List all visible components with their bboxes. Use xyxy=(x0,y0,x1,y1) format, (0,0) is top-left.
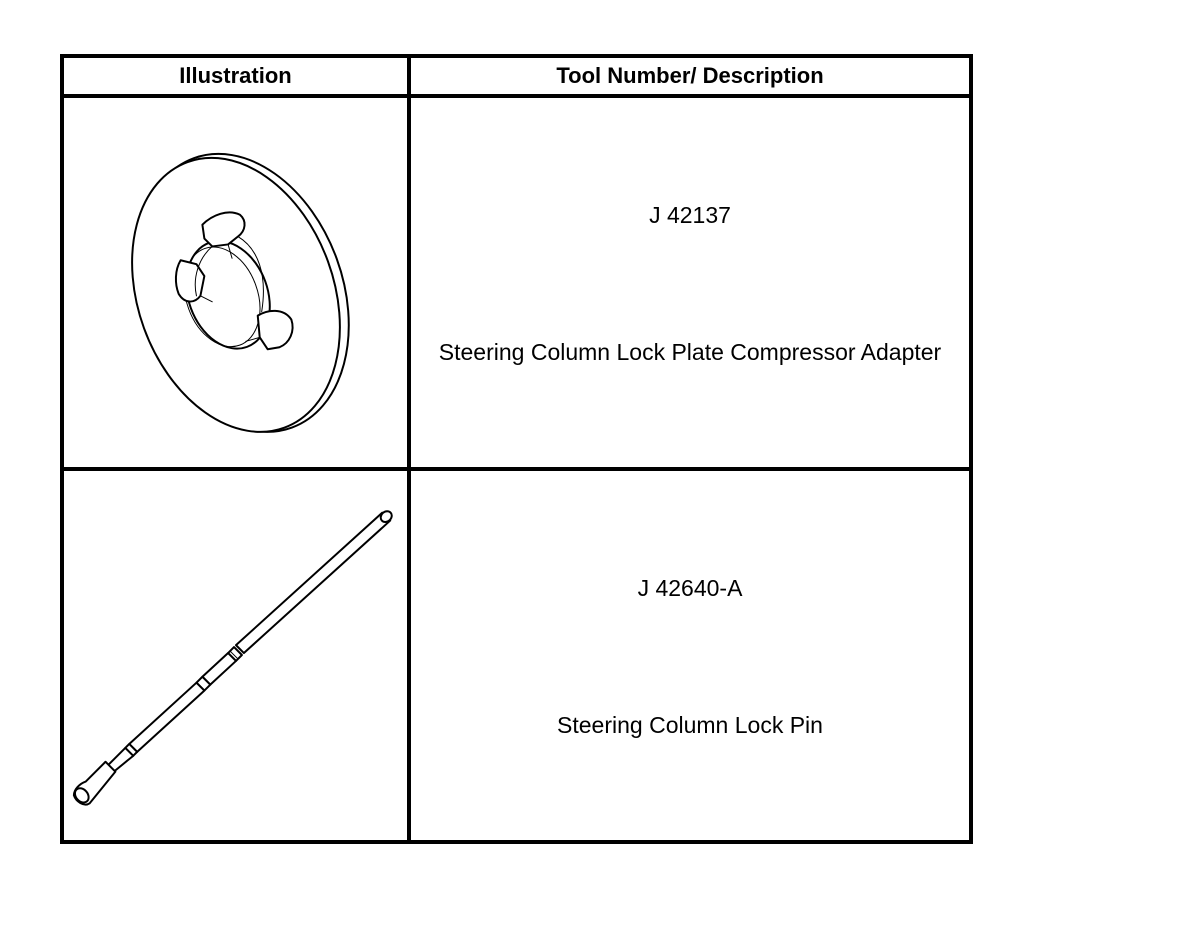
description-cell xyxy=(409,469,971,842)
description-cell xyxy=(409,96,971,469)
tool-description: Steering Column Lock Plate Compressor Adapter xyxy=(438,339,942,365)
tool-number: J 42640-A xyxy=(637,575,743,601)
illustration-cell xyxy=(62,96,409,469)
lock-plate-adapter-icon xyxy=(64,98,407,467)
header-row xyxy=(62,56,971,96)
table-row xyxy=(62,96,971,469)
tool-description: Steering Column Lock Pin xyxy=(557,712,823,738)
table-row xyxy=(62,469,971,842)
illustration-header: Illustration xyxy=(62,56,409,96)
illustration-cell xyxy=(62,469,409,842)
lock-pin-icon xyxy=(64,471,407,840)
tool-table xyxy=(60,54,973,844)
tool-number: J 42137 xyxy=(649,202,731,228)
tool-header: Tool Number/ Description xyxy=(409,56,971,96)
